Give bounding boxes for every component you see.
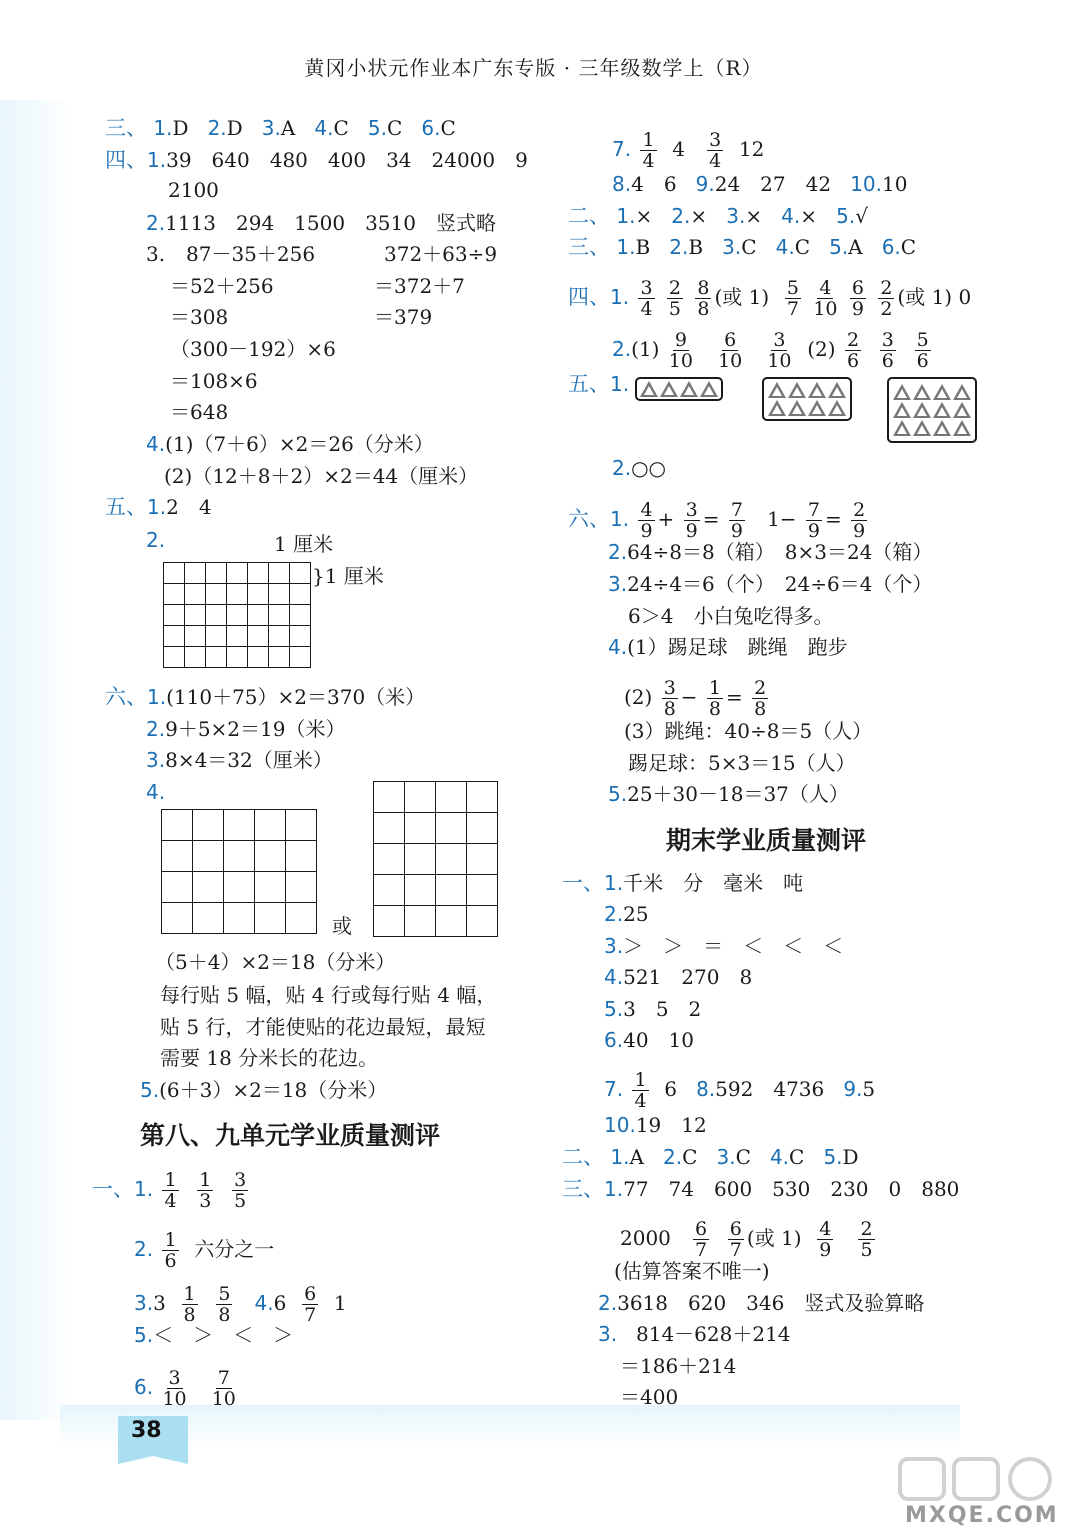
grid-cell — [290, 626, 311, 647]
label-1cm-top: 1 厘米 — [274, 532, 334, 556]
fraction: $\frac{6}{10}$ — [718, 329, 743, 372]
fraction: $\frac{2}{6}$ — [846, 329, 860, 372]
calc-left-2: ＝52＋256 — [170, 274, 274, 298]
grid-cell — [248, 626, 269, 647]
left-s6-q1: 六、1.(110＋75）×2＝370（米） — [105, 685, 426, 709]
grid-cell — [436, 875, 467, 906]
grid-cell — [269, 647, 290, 668]
grid-cell — [164, 605, 185, 626]
final-s3-q1-cont: 2000 $\frac{6}{7}$ $\frac{6}{7}$ (或 1) $\frac{4}{9}$ $\frac{2}{5}$ — [620, 1218, 873, 1261]
triangle-icon — [660, 381, 678, 397]
fraction: $\frac{3}{4}$ — [709, 129, 722, 172]
fraction: $\frac{4}{10}$ — [813, 277, 838, 320]
label-1cm-right: }1 厘米 — [312, 564, 384, 588]
grid-cell — [436, 906, 467, 937]
final-s1-q4: 4.521 270 8 — [604, 965, 753, 989]
calc-right-1: 372＋63÷9 — [384, 242, 498, 266]
final-s1-q1: 一、1.千米 分 毫米 吨 — [562, 871, 804, 895]
grid-cell — [405, 782, 436, 813]
grid-cell — [467, 844, 498, 875]
unit89-title: 第八、九单元学业质量测评 — [140, 1121, 441, 1150]
left-s6-q4d: 需要 18 分米长的花边。 — [160, 1046, 379, 1070]
grid-cell — [405, 875, 436, 906]
fraction: $\frac{3}{10}$ — [162, 1367, 187, 1410]
left-s6-q4-num: 4. — [146, 780, 166, 804]
triangle-icon — [700, 381, 718, 397]
grid-cell — [286, 903, 317, 934]
fraction: $\frac{5}{8}$ — [218, 1283, 231, 1326]
right-s5-q1: 五、1. — [568, 372, 630, 396]
fraction: $\frac{6}{9}$ — [851, 277, 864, 320]
grid-cell — [290, 563, 311, 584]
fraction: $\frac{8}{8}$ — [697, 277, 710, 320]
fraction: $\frac{3}{6}$ — [881, 329, 894, 372]
triangle-box-4 — [635, 377, 723, 401]
unit89-q2: 2. $\frac{1}{6}$ 六分之一 — [134, 1229, 275, 1272]
left-s3-row: 三、 1.D 2.D 3.A 4.C 5.C 6.C — [105, 116, 456, 140]
left-s5-q2-num: 2. — [146, 528, 166, 552]
left-s6-q4b: 每行贴 5 幅，贴 4 行或每行贴 4 幅， — [160, 983, 497, 1007]
grid-5x4 — [161, 809, 317, 934]
final-calc-3: ＝400 — [620, 1385, 679, 1409]
triangle-box-8 — [762, 377, 852, 421]
fraction: $\frac{1}{4}$ — [634, 1069, 647, 1112]
calc-mid-2: ＝108×6 — [170, 369, 258, 393]
unit89-q3-q4: 3.3 $\frac{1}{8}$ $\frac{5}{8}$ 4.6 $\frac{6}{7}$ 1 — [134, 1283, 347, 1326]
grid-cell — [227, 605, 248, 626]
grid-cell — [248, 605, 269, 626]
grid-cell — [227, 584, 248, 605]
grid-cell — [290, 605, 311, 626]
grid-cell — [405, 906, 436, 937]
fraction: $\frac{7}{9}$ — [807, 499, 821, 542]
right-s6-q3b: 6＞4 小白兔吃得多。 — [628, 604, 834, 628]
calc-left-1: 87－35＋256 — [186, 242, 316, 266]
right-s6-q4a: 4.(1）踢足球 跳绳 跑步 — [608, 635, 848, 659]
right-s6-q4d: 踢足球：5×3＝15（人） — [628, 751, 856, 775]
final-s3-q1: 三、1.77 74 600 530 230 0 880 — [562, 1177, 960, 1201]
calc-mid-3: ＝648 — [170, 400, 229, 424]
right-s6-q4c: (3）跳绳：40÷8＝5（人） — [624, 719, 873, 743]
fraction: $\frac{6}{7}$ — [729, 1218, 742, 1261]
grid-cell — [162, 810, 193, 841]
grid-cell — [224, 810, 255, 841]
grid-cell — [227, 563, 248, 584]
final-s3-q1-note: (估算答案不唯一) — [614, 1259, 770, 1283]
grid-cell — [185, 605, 206, 626]
grid-cell — [286, 810, 317, 841]
right-s3-row: 三、 1.B 2.B 3.C 4.C 5.A 6.C — [568, 235, 917, 259]
left-s6-q3: 3.8×4＝32（厘米） — [146, 748, 333, 772]
grid-cell — [162, 903, 193, 934]
left-s4-q4b: (2)（12＋8＋2）×2＝44（厘米） — [164, 464, 479, 488]
right-s4-q2: 2.(1) $\frac{9}{10}$ $\frac{6}{10}$ $\frac{3}{10}$ (2) $\frac{2}{6}$ $\frac{3}{6}$ $\frac{5}{6}$ — [612, 329, 929, 372]
grid-cell — [206, 605, 227, 626]
fraction: $\frac{3}{8}$ — [663, 677, 676, 720]
grid-cell — [290, 647, 311, 668]
grid-cell — [164, 626, 185, 647]
grid-cell — [164, 584, 185, 605]
minus-2: − — [680, 685, 698, 709]
triangle-icon — [680, 381, 698, 397]
final-s1-q6: 6.40 10 — [604, 1028, 694, 1052]
right-q8-q10: 8.4 6 9.24 27 42 10.10 — [612, 172, 908, 196]
fraction: $\frac{6}{7}$ — [304, 1283, 317, 1326]
grid-cell — [269, 626, 290, 647]
fraction: $\frac{2}{5}$ — [860, 1218, 873, 1261]
grid-cell — [164, 563, 185, 584]
left-s5-q1: 五、1.2 4 — [105, 495, 212, 519]
right-s4-q1: 四、1. $\frac{3}{4}$ $\frac{2}{5}$ $\frac{8}{8}$ (或 1) $\frac{5}{7}$ $\frac{4}{10}$ $\frac{6}{9}$ $\frac{2}{2}$ (或 1) 0 — [568, 277, 972, 320]
grid-cell — [374, 844, 405, 875]
grid-cell — [162, 841, 193, 872]
page-header: 黄冈小状元作业本广东专版 · 三年级数学上（R） — [304, 56, 763, 80]
grid-cell — [374, 813, 405, 844]
grid-cell — [206, 563, 227, 584]
grid-cell — [269, 563, 290, 584]
grid-cell — [227, 647, 248, 668]
grid-cell — [248, 647, 269, 668]
fraction: $\frac{6}{7}$ — [694, 1218, 708, 1261]
fraction: $\frac{1}{4}$ — [164, 1169, 177, 1212]
grid-cell — [467, 875, 498, 906]
right-q7: 7. $\frac{1}{4}$ 4 $\frac{3}{4}$ 12 — [612, 129, 765, 172]
left-s4-q1-cont: 2100 — [168, 178, 219, 202]
grid-cell — [255, 810, 286, 841]
left-margin-band — [0, 100, 70, 1420]
or-label: 或 — [332, 914, 352, 938]
grid-cell — [467, 906, 498, 937]
right-s6-q3a: 3.24÷4＝6（个） 24÷6＝4（个） — [608, 572, 933, 596]
fraction: $\frac{4}{9}$ — [640, 499, 653, 542]
fraction: $\frac{7}{10}$ — [211, 1367, 236, 1410]
fraction: $\frac{1}{8}$ — [183, 1283, 196, 1326]
fraction: $\frac{1}{8}$ — [708, 677, 722, 720]
right-s6-q2: 2.64÷8＝8（箱） 8×3＝24（箱） — [608, 540, 933, 564]
grid-cell — [224, 841, 255, 872]
fraction: $\frac{1}{3}$ — [199, 1169, 212, 1212]
fraction: $\frac{5}{7}$ — [786, 277, 799, 320]
fraction: $\frac{2}{9}$ — [853, 499, 866, 542]
fraction: $\frac{3}{4}$ — [640, 277, 653, 320]
grid-cell — [185, 647, 206, 668]
right-s2-row: 二、 1.× 2.× 3.× 4.× 5.√ — [568, 204, 868, 228]
grid-cell — [286, 872, 317, 903]
grid-cell — [467, 813, 498, 844]
grid-cell — [255, 872, 286, 903]
final-calc-2: ＝186＋214 — [620, 1354, 737, 1378]
final-s1-q10: 10.19 12 — [604, 1113, 707, 1137]
bottom-band — [60, 1405, 960, 1447]
fraction: $\frac{7}{9}$ — [730, 499, 743, 542]
left-s6-q4c: 贴 5 行，才能使贴的花边最短，最短 — [160, 1015, 486, 1039]
final-s1-q2: 2.25 — [604, 902, 649, 926]
left-s4-q3-num: 3. — [146, 242, 166, 266]
fraction: $\frac{3}{5}$ — [234, 1169, 247, 1212]
triangle-icon — [640, 381, 658, 397]
right-s6-q1: 六、1. $\frac{4}{9}$ + $\frac{3}{9}$ = $\frac{7}{9}$ 1− $\frac{7}{9}$ = $\frac{2}{9}$ — [568, 499, 866, 542]
grid-cell — [224, 872, 255, 903]
grid-cell — [185, 563, 206, 584]
equals-3: = — [726, 685, 743, 709]
fraction: $\frac{1}{4}$ — [642, 129, 655, 172]
watermark-text: MXQE.COM — [905, 1503, 1059, 1528]
grid-cell — [436, 782, 467, 813]
final-s1-q3: 3.＞ ＞ ＝ ＜ ＜ ＜ — [604, 934, 844, 958]
grid-cell — [269, 584, 290, 605]
left-s6-q4a: （5＋4）×2＝18（分米） — [155, 950, 396, 974]
grid-4x5 — [373, 781, 498, 937]
final-title: 期末学业质量测评 — [666, 826, 867, 855]
grid-cell — [193, 872, 224, 903]
grid-cell — [227, 626, 248, 647]
grid-cell — [164, 647, 185, 668]
final-s1-q5: 5.3 5 2 — [604, 997, 702, 1021]
fraction: $\frac{2}{5}$ — [668, 277, 681, 320]
grid-cell — [374, 906, 405, 937]
grid-cell — [193, 841, 224, 872]
right-s5-q2: 2.○○ — [612, 456, 666, 480]
alt-text-2: (或 1) — [897, 285, 953, 309]
grid-cell — [193, 810, 224, 841]
grid-cell — [405, 813, 436, 844]
grid-cell — [224, 903, 255, 934]
grid-cell — [405, 844, 436, 875]
left-s6-q5: 5.(6＋3）×2＝18（分米） — [140, 1078, 388, 1102]
fraction: $\frac{4}{9}$ — [819, 1218, 832, 1261]
page-number: 38 — [131, 1418, 162, 1443]
grid-cell — [255, 903, 286, 934]
final-s3-q3-num: 3. — [598, 1322, 618, 1346]
left-s4-q4a: 4.(1)（7＋6）×2＝26（分米） — [146, 432, 434, 456]
fraction: $\frac{5}{6}$ — [916, 329, 929, 372]
fraction: $\frac{2}{8}$ — [754, 677, 767, 720]
grid-cell — [162, 872, 193, 903]
grid-7x5 — [163, 562, 311, 668]
left-s6-q2: 2.9＋5×2＝19（米） — [146, 717, 346, 741]
fraction: $\frac{1}{6}$ — [164, 1229, 177, 1272]
final-s2-row: 二、 1.A 2.C 3.C 4.C 5.D — [562, 1145, 859, 1169]
unit89-q5: 5.＜ ＞ ＜ ＞ — [134, 1323, 294, 1347]
grid-cell — [467, 782, 498, 813]
calc-right-2: ＝372＋7 — [374, 274, 465, 298]
fraction: $\frac{2}{2}$ — [880, 277, 893, 320]
grid-cell — [374, 782, 405, 813]
grid-cell — [193, 903, 224, 934]
left-s4-q1: 四、1.39 640 480 400 34 24000 9 — [105, 148, 528, 172]
calc-left-3: ＝308 — [170, 305, 229, 329]
fraction: $\frac{3}{9}$ — [685, 499, 698, 542]
unit89-q6: 6. $\frac{3}{10}$ $\frac{7}{10}$ — [134, 1367, 236, 1410]
final-calc-1: 814－628＋214 — [636, 1322, 791, 1346]
unit89-q1: 一、1. $\frac{1}{4}$ $\frac{1}{3}$ $\frac{3}{5}$ — [92, 1169, 247, 1212]
right-s6-q4b: (2) $\frac{3}{8}$ − $\frac{1}{8}$ = $\frac{2}{8}$ — [624, 677, 767, 720]
grid-cell — [255, 841, 286, 872]
grid-cell — [206, 626, 227, 647]
calc-right-3: ＝379 — [374, 305, 433, 329]
grid-cell — [374, 875, 405, 906]
grid-cell — [436, 813, 467, 844]
final-s3-q2: 2.3618 620 346 竖式及验算略 — [598, 1291, 925, 1315]
calc-mid-1: （300－192）×6 — [170, 337, 336, 361]
triangle-box-12 — [887, 377, 977, 443]
grid-cell — [185, 626, 206, 647]
grid-cell — [290, 584, 311, 605]
grid-cell — [185, 584, 206, 605]
grid-cell — [206, 584, 227, 605]
grid-cell — [436, 844, 467, 875]
grid-cell — [206, 647, 227, 668]
grid-cell — [269, 605, 290, 626]
final-s1-q7-q9: 7. $\frac{1}{4}$ 6 8.592 4736 9.5 — [604, 1069, 876, 1112]
right-s6-q5: 5.25＋30－18＝37（人） — [608, 782, 849, 806]
equals-2: = — [825, 507, 842, 531]
left-s4-q2: 2.1113 294 1500 3510 竖式略 — [146, 211, 496, 235]
grid-cell — [248, 584, 269, 605]
fraction: $\frac{3}{10}$ — [767, 329, 792, 372]
grid-cell — [286, 841, 317, 872]
fraction: $\frac{9}{10}$ — [668, 329, 693, 372]
grid-cell — [248, 563, 269, 584]
